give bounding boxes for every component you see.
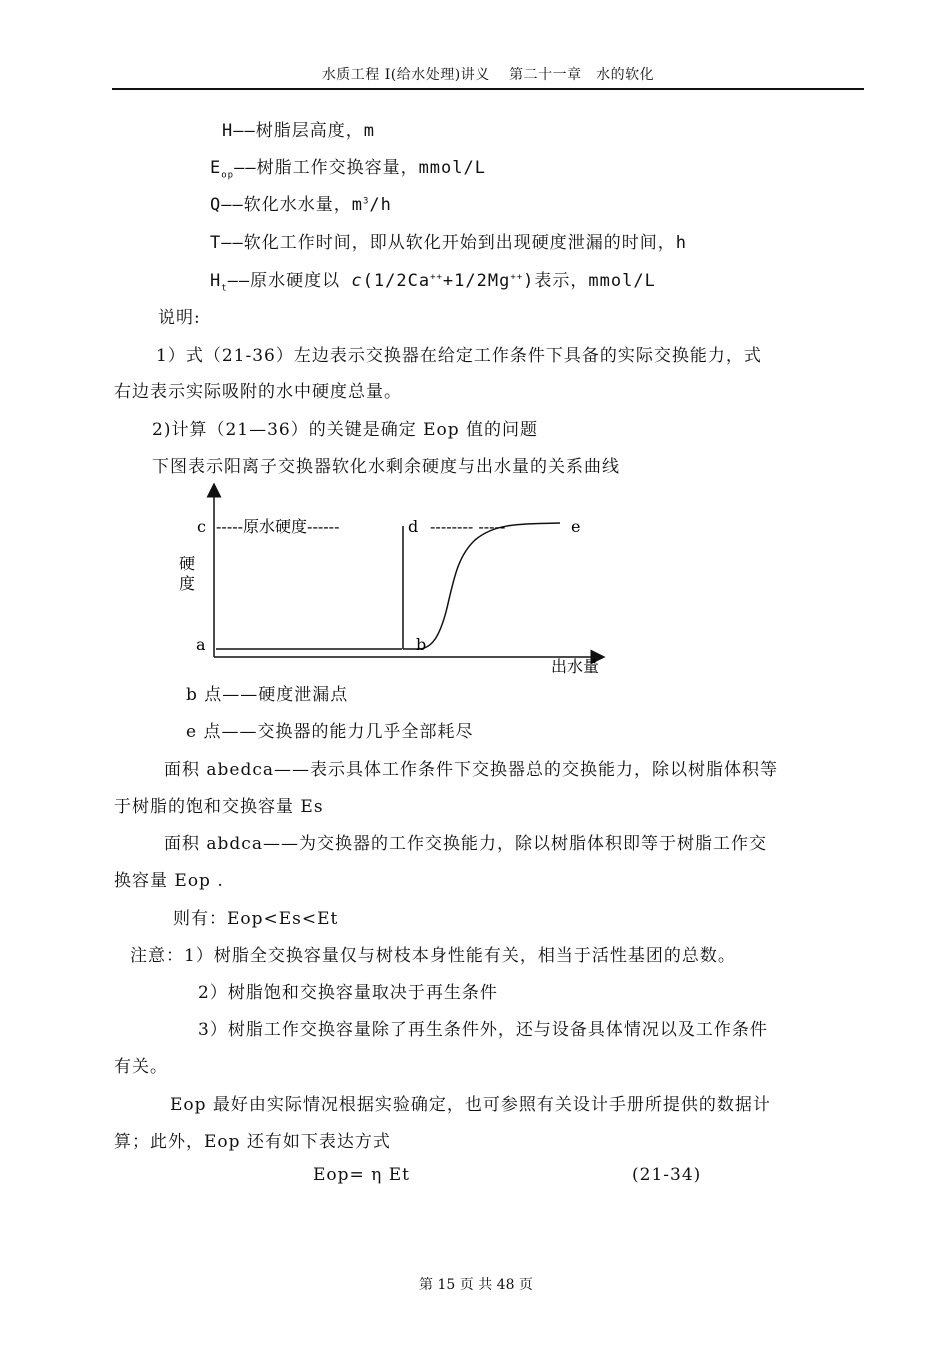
breakthrough-curve bbox=[403, 523, 560, 649]
note-e-point: e 点——交换器的能力几乎全部耗尽 bbox=[186, 722, 474, 742]
point-label-c: c bbox=[197, 517, 206, 536]
dashed-raw-hardness: -----原水硬度------ bbox=[216, 517, 340, 536]
symbol-h: H——树脂层高度，m bbox=[222, 121, 375, 141]
explain-heading: 说明: bbox=[158, 308, 201, 328]
symbol-t: T——软化工作时间，即从软化开始到出现硬度泄漏的时间，h bbox=[210, 233, 687, 253]
formula-number: (21-34) bbox=[632, 1165, 702, 1185]
dashed-tail: -------- ----- bbox=[430, 517, 506, 536]
page-header: 水质工程 I(给水处理)讲义 第二十一章 水的软化 bbox=[321, 67, 655, 83]
attention-3-line2: 有关。 bbox=[114, 1057, 168, 1077]
symbol-q: Q——软化水水量，$m^3/h$ bbox=[210, 195, 392, 215]
relation: 则有：Eop<Es<Et bbox=[173, 909, 339, 929]
area1-line2: 于树脂的饱和交换容量 Es bbox=[114, 797, 324, 817]
area2-line2: 换容量 Eop . bbox=[114, 871, 224, 891]
explain-p3: 下图表示阳离子交换器软化水剩余硬度与出水量的关系曲线 bbox=[152, 457, 620, 477]
note-b-point: b 点——硬度泄漏点 bbox=[186, 685, 349, 705]
formula: Eop= η Et bbox=[313, 1165, 411, 1185]
header-rule bbox=[112, 88, 864, 90]
symbol-ht: $H_t——$原水硬度以 c(1/2Ca+++1/2Mg++)表示，mmol/L bbox=[210, 271, 656, 294]
x-axis-label: 出水量 bbox=[551, 657, 600, 676]
page-footer: 第 15 页 共 48 页 bbox=[419, 1277, 533, 1293]
explain-p1-line2: 右边表示实际吸附的水中硬度总量。 bbox=[114, 382, 402, 402]
point-label-b: b bbox=[416, 635, 427, 654]
attention-2: 2）树脂饱和交换容量取决于再生条件 bbox=[198, 983, 498, 1003]
explain-p2: 2)计算（21—36）的关键是确定 Eop 值的问题 bbox=[152, 420, 539, 440]
eop-line2: 算；此外，Eop 还有如下表达方式 bbox=[114, 1132, 391, 1152]
point-label-d: d bbox=[408, 517, 419, 536]
area1-line1: 面积 abedca——表示具体工作条件下交换器总的交换能力，除以树脂体积等 bbox=[164, 760, 779, 780]
eop-line1: Eop 最好由实际情况根据实验确定，也可参照有关设计手册所提供的数据计 bbox=[170, 1095, 771, 1115]
area2-line1: 面积 abdca——为交换器的工作交换能力，除以树脂体积即等于树脂工作交 bbox=[164, 834, 767, 854]
attention-3-line1: 3）树脂工作交换容量除了再生条件外，还与设备具体情况以及工作条件 bbox=[198, 1020, 768, 1040]
symbol-eop: $E_{op}——$树脂工作交换容量，mmol/L bbox=[210, 158, 486, 181]
point-label-a: a bbox=[196, 635, 206, 654]
attention-1: 注意：1）树脂全交换容量仅与树枝本身性能有关，相当于活性基团的总数。 bbox=[130, 946, 736, 966]
point-label-e: e bbox=[571, 517, 581, 536]
y-axis-label: 硬度 bbox=[176, 555, 196, 595]
explain-p1-line1: 1）式（21-36）左边表示交换器在给定工作条件下具备的实际交换能力，式 bbox=[156, 346, 762, 366]
